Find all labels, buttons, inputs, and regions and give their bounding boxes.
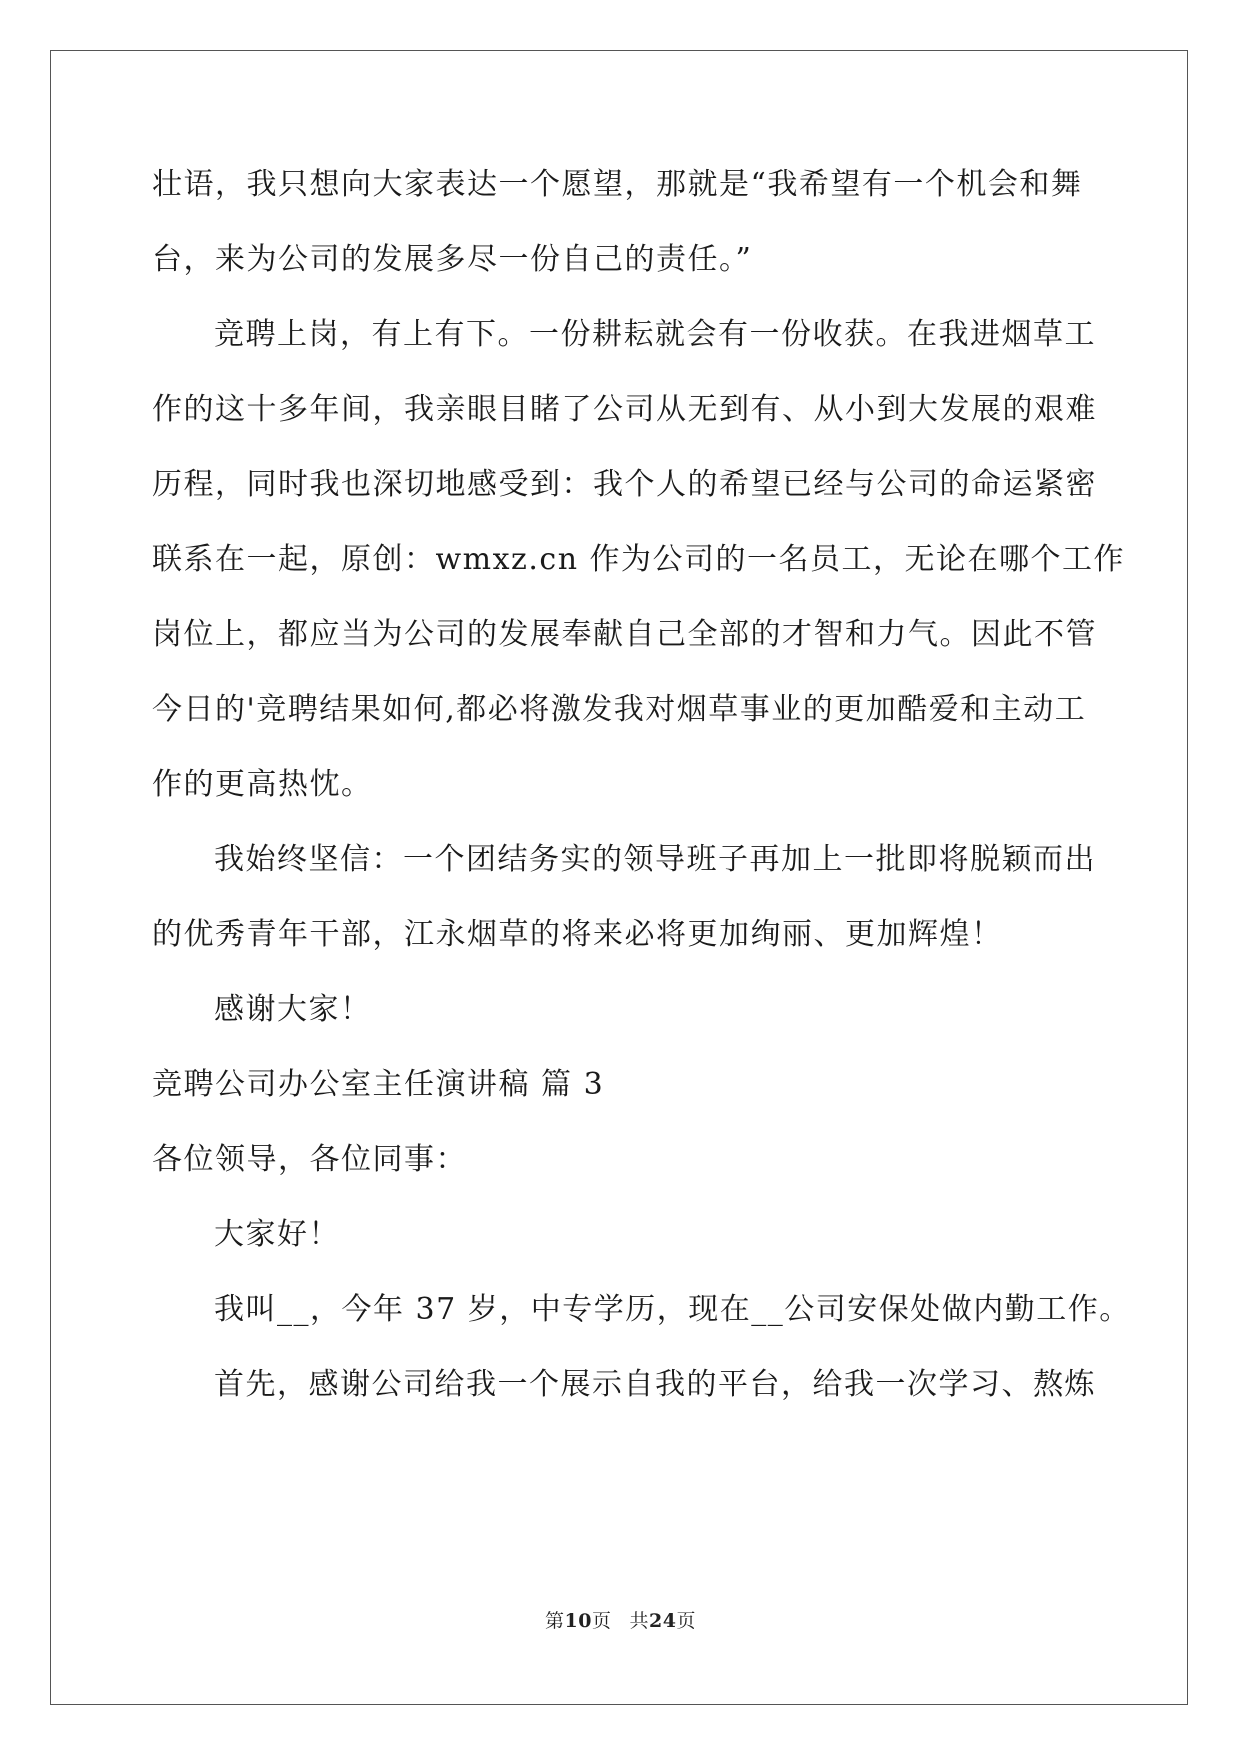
- section-title: 竞聘公司办公室主任演讲稿 篇 3: [152, 1067, 605, 1102]
- salutation: 各位领导，各位同事：: [152, 1142, 467, 1177]
- page-number: 10: [564, 1610, 592, 1632]
- page-footer: [0, 1606, 1241, 1633]
- total-suffix: 页: [676, 1610, 696, 1632]
- total-pages: 24: [649, 1610, 677, 1632]
- greeting: 大家好！: [214, 1217, 340, 1252]
- paragraph-start: 首先，感谢公司给我一个展示自我的平台，给我一次学习、熬炼: [214, 1367, 1096, 1402]
- text-line: 的优秀青年干部，江永烟草的将来必将更加绚丽、更加辉煌！: [152, 917, 1003, 952]
- paragraph-start: 我始终坚信：一个团结务实的领导班子再加上一批即将脱颖而出: [214, 842, 1096, 877]
- text-line: 作的更高热忱。: [152, 767, 373, 802]
- text-line: 今日的'竞聘结果如何,都必将激发我对烟草事业的更加酷爱和主动工: [152, 692, 1087, 727]
- total-prefix: 共: [629, 1610, 650, 1632]
- paragraph-start: 我叫__，今年 37 岁，中专学历，现在__公司安保处做内勤工作。: [214, 1292, 1131, 1327]
- page-prefix: 第: [545, 1610, 565, 1632]
- text-line: 台，来为公司的发展多尽一份自己的责任。”: [152, 242, 753, 277]
- text-line: 作的这十多年间，我亲眼目睹了公司从无到有、从小到大发展的艰难: [152, 392, 1097, 427]
- paragraph-start: 感谢大家！: [214, 992, 372, 1027]
- page-suffix: 页: [591, 1610, 612, 1632]
- text-line: 岗位上，都应当为公司的发展奉献自己全部的才智和力气。因此不管: [152, 617, 1097, 652]
- text-line: 历程，同时我也深切地感受到：我个人的希望已经与公司的命运紧密: [152, 467, 1097, 502]
- text-line: 壮语，我只想向大家表达一个愿望，那就是“我希望有一个机会和舞: [152, 167, 1083, 202]
- text-line: 联系在一起，原创：wmxz.cn 作为公司的一名员工，无论在哪个工作: [152, 542, 1126, 577]
- paragraph-start: 竞聘上岗，有上有下。一份耕耘就会有一份收获。在我进烟草工: [214, 317, 1096, 352]
